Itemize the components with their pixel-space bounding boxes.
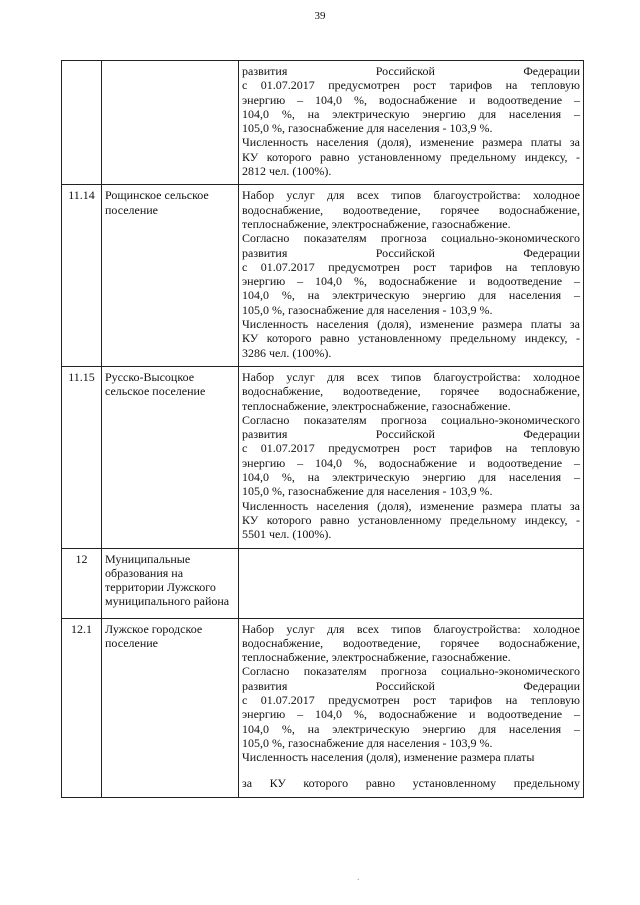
description-cell — [239, 185, 584, 367]
description-line: водоснабжение, водоотведение, горячее водоснабжение, — [242, 635, 580, 650]
row-number-cell — [62, 548, 102, 618]
table-row — [62, 185, 584, 367]
description-line: теплоснабжение, электроснабжение, газоснабжение. — [242, 398, 511, 413]
row-number: 12 — [75, 551, 88, 566]
description-line: Согласно показателям прогноза социально-экономического — [242, 412, 580, 427]
description-line: 2812 чел. (100%). — [242, 164, 332, 179]
municipality-name-line: Рощинское сельское — [105, 188, 209, 203]
municipality-name-line: Русско-Высоцкое — [105, 369, 195, 384]
tariff-table — [61, 60, 584, 798]
municipality-name-line: образования на — [105, 565, 184, 580]
municipality-name-cell — [102, 548, 239, 618]
page-number: 39 — [314, 10, 326, 22]
description-line: КУ которого равно установленному предельному индексу, - — [242, 149, 580, 164]
table-row — [62, 548, 584, 618]
table-body — [62, 61, 584, 798]
description-line: энергию – 104,0 %, водоснабжение и водоотведение – — [242, 274, 580, 289]
row-number-cell — [62, 618, 102, 797]
description-line: с 01.07.2017 предусмотрен рост тарифов на тепловую — [242, 441, 580, 456]
description-line: водоснабжение, водоотведение, горячее водоснабжение, — [242, 202, 580, 217]
municipality-name-line: Муниципальные — [105, 551, 191, 566]
description-line: 104,0 %, на электрическую энергию для населения – — [242, 288, 580, 303]
description-line: теплоснабжение, электроснабжение, газоснабжение. — [242, 650, 511, 665]
municipality-name-line: сельское поселение — [105, 384, 206, 399]
description-line: развития Российской Федерации — [242, 678, 580, 693]
row-number-cell — [62, 185, 102, 367]
description-line: 105,0 %, газоснабжение для населения - 103,9 %. — [242, 484, 493, 499]
municipality-name-line: муниципального района — [105, 594, 230, 609]
description-line: за КУ которого равно установленному предельному — [242, 776, 580, 791]
description-line: Набор услуг для всех типов благоустройства: холодное — [242, 621, 580, 636]
municipality-name-cell — [102, 185, 239, 367]
row-number-cell — [62, 61, 102, 185]
description-line: энергию – 104,0 %, водоснабжение и водоотведение – — [242, 92, 580, 107]
description-line: развития Российской Федерации — [242, 427, 580, 442]
municipality-name-cell — [102, 61, 239, 185]
description-line: развития Российской Федерации — [242, 64, 580, 78]
description-line: 104,0 %, на электрическую энергию для населения – — [242, 721, 580, 736]
row-number: 11.14 — [68, 188, 95, 203]
description-line: 104,0 %, на электрическую энергию для населения – — [242, 470, 580, 485]
description-line: Численность населения (доля), изменение размера платы за — [242, 135, 580, 150]
description-line: Набор услуг для всех типов благоустройства: холодное — [242, 369, 580, 384]
description-line: с 01.07.2017 предусмотрен рост тарифов на тепловую — [242, 78, 580, 93]
description-line: КУ которого равно установленному предельному индексу, - — [242, 331, 580, 346]
description-line: КУ которого равно установленному предельному индексу, - — [242, 512, 580, 527]
municipality-name-line: территории Лужского — [105, 580, 216, 595]
row-number: 11.15 — [68, 369, 95, 384]
municipality-name-cell — [102, 618, 239, 797]
description-cell — [239, 61, 584, 185]
description-line: энергию – 104,0 %, водоснабжение и водоотведение – — [242, 455, 580, 470]
description-line: теплоснабжение, электроснабжение, газоснабжение. — [242, 216, 511, 231]
description-line: 104,0 %, на электрическую энергию для населения – — [242, 106, 580, 121]
description-line: 105,0 %, газоснабжение для населения - 103,9 %. — [242, 735, 493, 750]
description-line: энергию – 104,0 %, водоснабжение и водоотведение – — [242, 707, 580, 722]
description-line: 5501 чел. (100%). — [242, 527, 332, 542]
description-cell — [239, 618, 584, 797]
description-line: развития Российской Федерации — [242, 245, 580, 260]
municipality-name-line: поселение — [105, 202, 159, 217]
scan-mark: . — [357, 872, 360, 883]
municipality-name-cell — [102, 366, 239, 548]
table-row — [62, 61, 584, 185]
municipality-name-line: Лужское городское — [105, 621, 203, 636]
description-line: с 01.07.2017 предусмотрен рост тарифов на тепловую — [242, 259, 580, 274]
description-line: 105,0 %, газоснабжение для населения - 103,9 %. — [242, 302, 493, 317]
municipality-name-line: поселение — [105, 635, 159, 650]
table-row — [62, 618, 584, 797]
description-line: Численность населения (доля), изменение размера платы за — [242, 317, 580, 332]
description-line: Численность населения (доля), изменение размера платы — [242, 750, 535, 765]
description-line: водоснабжение, водоотведение, горячее водоснабжение, — [242, 384, 580, 399]
description-line: 105,0 %, газоснабжение для населения - 103,9 %. — [242, 121, 493, 136]
description-line — [242, 764, 580, 776]
row-number: 12.1 — [71, 621, 92, 636]
description-line: с 01.07.2017 предусмотрен рост тарифов на тепловую — [242, 692, 580, 707]
description-line: Согласно показателям прогноза социально-экономического — [242, 231, 580, 246]
description-line: 3286 чел. (100%). — [242, 345, 332, 360]
description-cell — [239, 548, 584, 618]
row-number-cell — [62, 366, 102, 548]
table-row — [62, 366, 584, 548]
description-line: Согласно показателям прогноза социально-экономического — [242, 664, 580, 679]
description-line: Набор услуг для всех типов благоустройства: холодное — [242, 188, 580, 203]
description-cell — [239, 366, 584, 548]
description-line: Численность населения (доля), изменение размера платы за — [242, 498, 580, 513]
